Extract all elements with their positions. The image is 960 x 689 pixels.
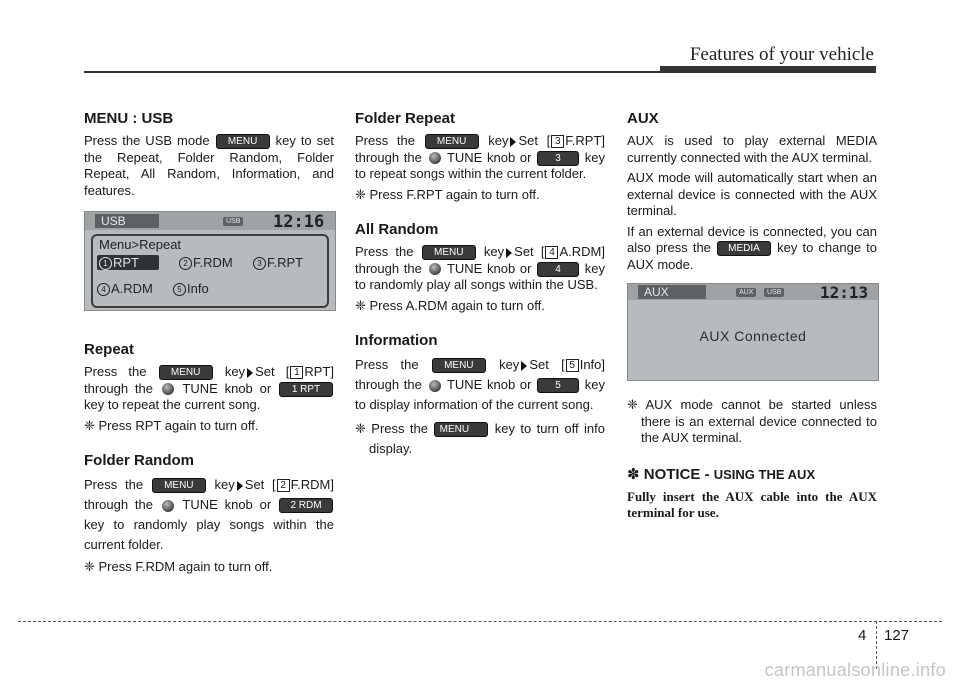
display-item-frdm: 2 F.RDM	[179, 255, 233, 270]
menu-key-icon: MENU	[152, 478, 206, 493]
aux-para-3: If an external device is connected, you can also press the MEDIA key to change to AUX mode.	[627, 223, 877, 272]
menu-key-icon: MENU	[425, 134, 479, 149]
display-item-info: 5 Info	[173, 281, 209, 296]
menu-key-icon: MENU	[434, 422, 488, 437]
section-title-aux: AUX	[627, 110, 659, 127]
display-menu-title: Menu>Repeat	[99, 237, 182, 252]
display-item-frpt: 3 F.RPT	[253, 255, 303, 270]
number-1-icon: 1	[290, 366, 303, 379]
usb-display-screen	[84, 211, 336, 311]
page-number: 127	[884, 627, 910, 644]
display-menu-box	[91, 234, 329, 308]
menu-key-icon: MENU	[216, 134, 270, 149]
arrow-right-icon	[510, 137, 516, 147]
column-left	[84, 110, 334, 580]
display-item-rpt: 1 RPT	[97, 255, 159, 270]
all-random-note: ❈ Press A.RDM again to turn off.	[355, 297, 545, 313]
arrow-right-icon	[506, 248, 512, 258]
repeat-text: Press the MENU key Set [ 1 RPT] through the TUNE knob or 1 RPT key to repeat the current song.	[84, 364, 334, 412]
section-title-all-random: All Random	[355, 221, 439, 238]
display-tab-usb: USB	[95, 214, 159, 228]
rpt-key-icon: 1 RPT	[279, 382, 333, 397]
key-4-icon: 4	[537, 262, 579, 277]
menu-key-icon: MENU	[422, 245, 476, 260]
arrow-right-icon	[247, 368, 253, 378]
menu-key-icon: MENU	[432, 358, 486, 373]
watermark: carmanualsonline.info	[764, 660, 946, 680]
display-tag-aux: AUX	[736, 288, 756, 297]
aux-display-screen	[627, 283, 879, 381]
information-text: Press the MENU key Set [ 5 Info] through the TUNE knob or 5 key to display information of the current song.	[355, 357, 605, 412]
display-tag-usb: USB	[223, 217, 243, 226]
menu-key-icon: MENU	[159, 365, 213, 380]
rdm-key-icon: 2 RDM	[279, 498, 333, 513]
arrow-right-icon	[237, 481, 243, 491]
key-5-icon: 5	[537, 378, 579, 393]
header-rule-accent	[660, 66, 876, 73]
footer-rule	[18, 621, 942, 622]
tune-knob-icon	[429, 380, 441, 392]
header-title: Features of your vehicle	[689, 44, 874, 65]
section-title-menu-usb: MENU : USB	[84, 110, 174, 127]
key-3-icon: 3	[537, 151, 579, 166]
aux-para-2: AUX mode will automatically start when an external device is connected with the AUX terminal.	[627, 170, 877, 218]
column-right	[627, 110, 877, 521]
tune-knob-icon	[162, 383, 174, 395]
number-5-icon: 5	[566, 359, 579, 372]
display-clock: 12:13	[820, 283, 869, 302]
notice-body: Fully insert the AUX cable into the AUX terminal for use.	[627, 488, 877, 520]
folder-random-text: Press the MENU key Set [ 2 F.RDM] through the TUNE knob or 2 RDM key to randomly play songs within the current folder.	[84, 477, 334, 552]
folder-repeat-text: Press the MENU key Set [ 3 F.RPT] through the TUNE knob or 3 key to repeat songs within the current folder.	[355, 133, 605, 181]
notice-title: ✽ NOTICE - USING THE AUX	[627, 465, 816, 483]
media-key-icon: MEDIA	[717, 241, 771, 256]
number-3-icon: 3	[551, 135, 564, 148]
aux-note: ❈ AUX mode cannot be started unless there is an external device connected to the AUX terminal.	[627, 397, 877, 445]
section-title-folder-random: Folder Random	[84, 452, 195, 469]
display-clock: 12:16	[273, 212, 325, 232]
aux-para-1: AUX is used to play external MEDIA currently connected with the AUX terminal.	[627, 133, 877, 165]
column-middle	[355, 110, 605, 463]
all-random-text: Press the MENU key Set [ 4 A.RDM] through the TUNE knob or 4 key to randomly play all songs within the USB.	[355, 244, 605, 292]
menu-usb-text: Press the USB mode MENU key to set the Repeat, Folder Random, Folder Repeat, All Random, Information, and features.	[84, 133, 335, 198]
aux-connected-message: AUX Connected	[699, 328, 807, 344]
tune-knob-icon	[429, 263, 441, 275]
information-note: ❈ Press the MENU key to turn off info display.	[355, 421, 605, 456]
folder-repeat-note: ❈ Press F.RPT again to turn off.	[355, 186, 540, 202]
tune-knob-icon	[162, 500, 174, 512]
section-title-information: Information	[355, 332, 438, 349]
arrow-right-icon	[521, 361, 527, 371]
repeat-note: ❈ Press RPT again to turn off.	[84, 417, 259, 433]
display-tab-aux: AUX	[638, 285, 706, 299]
tune-knob-icon	[429, 152, 441, 164]
display-item-ardm: 4 A.RDM	[97, 281, 153, 296]
section-title-folder-repeat: Folder Repeat	[355, 110, 456, 127]
folder-random-note: ❈ Press F.RDM again to turn off.	[84, 559, 273, 574]
chapter-number: 4	[858, 627, 867, 644]
display-tag-usb: USB	[764, 288, 784, 297]
number-4-icon: 4	[545, 246, 558, 259]
number-2-icon: 2	[277, 479, 290, 492]
section-title-repeat: Repeat	[84, 341, 135, 358]
